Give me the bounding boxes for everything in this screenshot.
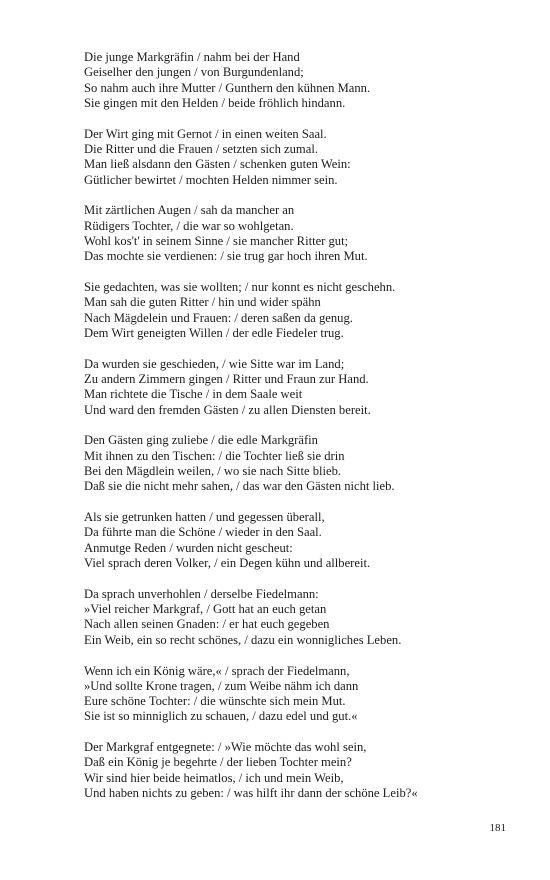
verse-line: Da führte man die Schöne / wieder in den Saal. [84, 525, 322, 540]
verse-line: Ein Weib, ein so recht schönes, / dazu ein wonnigliches Leben. [84, 632, 402, 647]
verse-line: Viel sprach deren Volker, / ein Degen kühn und allbereit. [84, 556, 371, 571]
verse-line: Dem Wirt geneigten Willen / der edle Fiedeler trug. [84, 325, 344, 340]
verse-line: Sie gedachten, was sie wollten; / nur konnt es nicht geschehn. [84, 280, 396, 295]
verse-line: Da sprach unverhohlen / derselbe Fiedelmann: [84, 586, 319, 601]
verse-line: Der Wirt ging mit Gernot / in einen weiten Saal. [84, 126, 327, 141]
verse-line: Eure schöne Tochter: / die wünschte sich mein Mut. [84, 694, 346, 709]
stanza-1 [84, 50, 510, 111]
verse-line: Mit ihnen zu den Tischen: / die Tochter ließ sie drin [84, 448, 345, 463]
verse-line: Mit zärtlichen Augen / sah da mancher an [84, 203, 295, 218]
verse-line: Die junge Markgräfin / nahm bei der Hand [84, 50, 300, 64]
verse-line: Und haben nichts zu geben: / was hilft ihr dann der schöne Leib?« [84, 786, 418, 801]
verse-line: Anmutge Reden / wurden nicht gescheut: [84, 540, 293, 555]
verse-line: Rüdigers Tochter, / die war so wohlgetan. [84, 218, 294, 233]
stanza-8 [84, 587, 510, 648]
verse-line: Und ward den fremden Gästen / zu allen Diensten bereit. [84, 402, 371, 417]
verse-line: Nach allen seinen Gnaden: / er hat euch gegeben [84, 617, 330, 632]
stanza-9 [84, 664, 510, 725]
verse-line: Man ließ alsdann den Gästen / schenken guten Wein: [84, 157, 351, 172]
verse-line: So nahm auch ihre Mutter / Gunthern den kühnen Mann. [84, 80, 371, 95]
verse-line: Der Markgraf entgegnete: / »Wie möchte das wohl sein, [84, 740, 367, 755]
stanza-6 [84, 433, 510, 494]
stanza-3 [84, 203, 510, 264]
verse-line: Man richtete die Tische / in dem Saale weit [84, 387, 303, 402]
verse-line: »Viel reicher Markgraf, / Gott hat an euch getan [84, 602, 327, 617]
verse-line: »Und sollte Krone tragen, / zum Weibe nähm ich dann [84, 678, 359, 693]
verse-line: Daß sie die nicht mehr sahen, / das war den Gästen nicht lieb. [84, 479, 395, 494]
verse-line: Wohl kos't' in seinem Sinne / sie mancher Ritter gut; [84, 233, 349, 248]
poem-text [84, 50, 510, 801]
stanza-5 [84, 357, 510, 418]
stanza-4 [84, 280, 510, 341]
stanza-7 [84, 510, 510, 571]
stanza-10 [84, 740, 510, 801]
verse-line: Daß ein König je begehrte / der lieben Tochter mein? [84, 755, 352, 770]
verse-line: Da wurden sie geschieden, / wie Sitte war im Land; [84, 356, 345, 371]
verse-line: Zu andern Zimmern gingen / Ritter und Fraun zur Hand. [84, 372, 369, 387]
page-number: 181 [489, 822, 506, 834]
verse-line: Sie gingen mit den Helden / beide fröhlich hindann. [84, 95, 346, 110]
stanza-2 [84, 127, 510, 188]
verse-line: Wir sind hier beide heimatlos, / ich und mein Weib, [84, 770, 344, 785]
verse-line: Als sie getrunken hatten / und gegessen überall, [84, 510, 325, 525]
verse-line: Den Gästen ging zuliebe / die edle Markgräfin [84, 433, 318, 448]
verse-line: Wenn ich ein König wäre,« / sprach der Fiedelmann, [84, 663, 350, 678]
verse-line: Bei den Mägdlein weilen, / wo sie nach Sitte blieb. [84, 464, 342, 479]
verse-line: Die Ritter und die Frauen / setzten sich zumal. [84, 141, 318, 156]
verse-line: Gütlicher bewirtet / mochten Helden nimmer sein. [84, 172, 338, 187]
verse-line: Nach Mägdelein und Frauen: / deren saßen da genug. [84, 310, 353, 325]
verse-line: Sie ist so minniglich zu schauen, / dazu edel und gut.« [84, 709, 358, 724]
verse-line: Geiselher den jungen / von Burgundenland; [84, 65, 304, 80]
verse-line: Das mochte sie verdienen: / sie trug gar hoch ihren Mut. [84, 249, 368, 264]
verse-line: Man sah die guten Ritter / hin und wider spähn [84, 295, 321, 310]
